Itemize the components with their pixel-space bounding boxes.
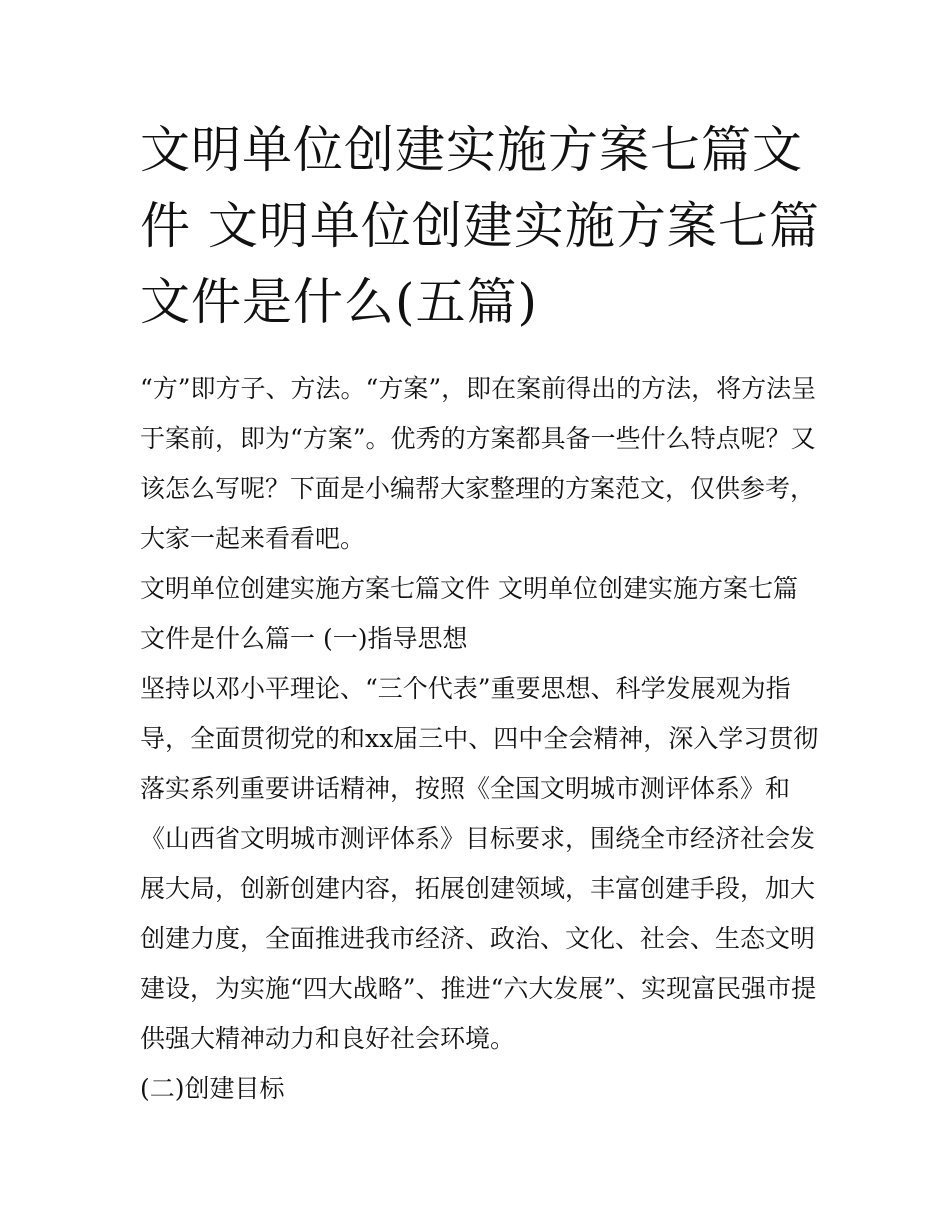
document-body — [140, 112, 820, 1114]
section-heading-guiding-ideology: 文明单位创建实施方案七篇文件 文明单位创建实施方案七篇文件是什么篇一 (一)指导思想 — [140, 574, 798, 653]
section-heading-creation-goals: (二)创建目标 — [140, 1074, 285, 1103]
intro-paragraph: “方”即方子、方法。“方案”，即在案前得出的方法，将方法呈于案前，即为“方案”。优秀的方案都具备一些什么特点呢？又该怎么写呢？下面是小编帮大家整理的方案范文，仅供参考，大家一起来看看吧。 — [140, 374, 817, 553]
document-title: 文明单位创建实施方案七篇文件 文明单位创建实施方案七篇文件是什么(五篇) — [140, 121, 820, 331]
guiding-ideology-paragraph: 坚持以邓小平理论、“三个代表”重要思想、科学发展观为指导，全面贯彻党的和xx届三中、四中全会精神，深入学习贯彻落实系列重要讲话精神，按照《全国文明城市测评体系》和《山西省文明城市测评体系》目标要求，围绕全市经济社会发展大局，创新创建内容，拓展创建领域，丰富创建手段，加大创建力度，全面推进我市经济、政治、文化、社会、生态文明建设，为实施“四大战略”、推进“六大发展”、实现富民强市提供强大精神动力和良好社会环境。 — [140, 674, 819, 1053]
